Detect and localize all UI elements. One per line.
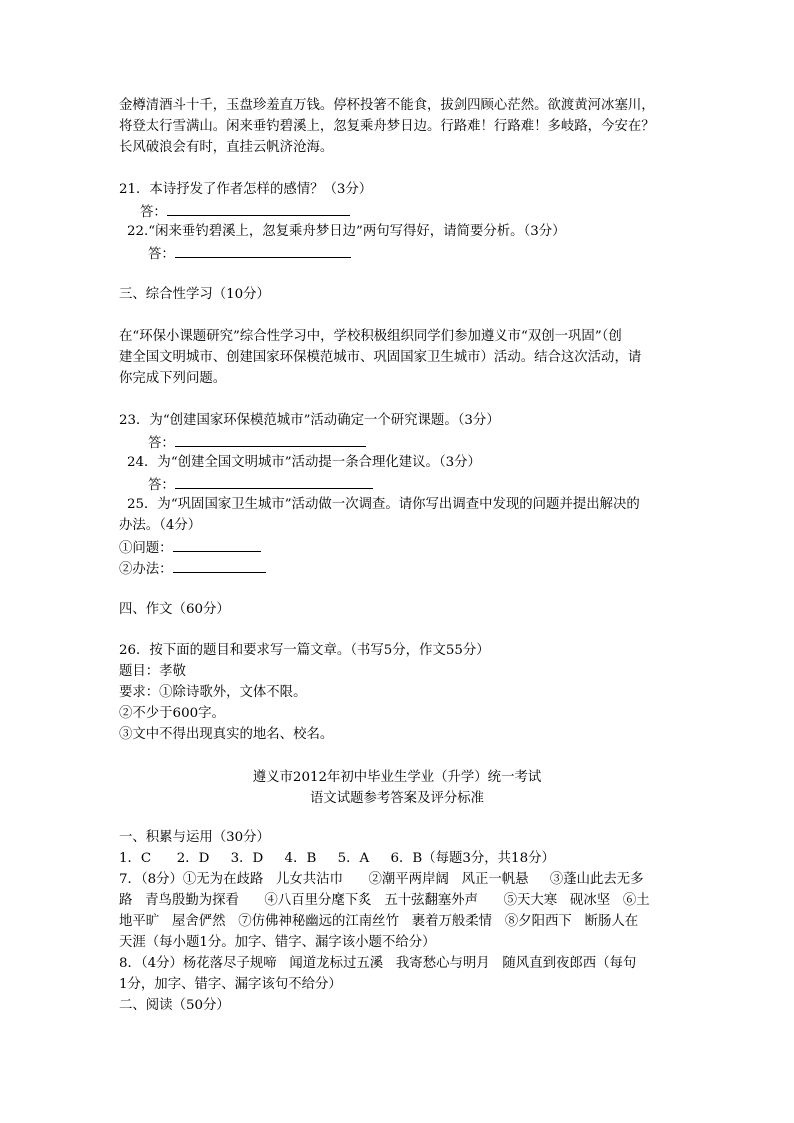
- section-3-heading: 三、综合性学习（10分）: [119, 287, 270, 302]
- essay-requirement-1: 要求：①除诗歌外，文体不限。: [119, 685, 307, 700]
- answer-22-blank[interactable]: [175, 242, 351, 258]
- answer-part-1-heading: 一、积累与运用（30分）: [119, 830, 270, 845]
- method-label: ②办法：: [119, 562, 173, 577]
- answer-line-4: 地平旷 屋舍俨然 ⑦仿佛神秘幽远的江南丝竹 裹着万般柔情 ⑧夕阳西下 断肠人在: [119, 914, 639, 929]
- answer-label: 答：: [148, 247, 175, 262]
- answer-23: [148, 431, 366, 454]
- question-21: 21．本诗抒发了作者怎样的感情？（3分）: [119, 182, 373, 197]
- answer-line-1: 1．C 2．D 3．D 4．B 5．A 6．B（每题3分，共18分）: [119, 851, 555, 866]
- answer-line-6: 8．（4分）杨花落尽子规啼 闻道龙标过五溪 我寄愁心与明月 随风直到夜郎西（每句: [119, 956, 637, 971]
- problem-blank[interactable]: [173, 536, 261, 552]
- answer-21: [140, 200, 350, 223]
- question-25-line-2: 办法。（4分）: [119, 518, 202, 533]
- answer-part-2-heading: 二、阅读（50分）: [119, 998, 230, 1013]
- answer-line-7: 1分，加字、错字、漏字该句不给分）: [119, 977, 342, 992]
- section-4-heading: 四、作文（60分）: [119, 602, 230, 617]
- poem-line-1: 金樽清酒斗十千，玉盘珍羞直万钱。停杯投箸不能食，拔剑四顾心茫然。欲渡黄河冰塞川，: [119, 98, 655, 113]
- poem-line-3: 长风破浪会有时，直挂云帆济沧海。: [119, 140, 334, 155]
- section-3-intro-2: 建全国文明城市、创建国家环保模范城市、巩固国家卫生城市）活动。结合这次活动，请: [119, 350, 642, 365]
- essay-title: 题目：孝敬: [119, 664, 186, 679]
- answer-25-problem: [119, 536, 261, 559]
- answer-21-blank[interactable]: [167, 200, 350, 216]
- essay-requirement-2: ②不少于600字。: [119, 706, 225, 721]
- answer-key-title: 遵义市2012年初中毕业生学业（升学）统一考试: [252, 770, 542, 785]
- question-23: 23．为“创建国家环保模范城市”活动确定一个研究课题。（3分）: [119, 413, 500, 428]
- answer-label: 答：: [148, 436, 175, 451]
- answer-24: [148, 473, 373, 496]
- answer-line-5: 天涯（每小题1分。加字、错字、漏字该小题不给分）: [119, 935, 436, 950]
- answer-24-blank[interactable]: [175, 473, 373, 489]
- poem-line-2: 将登太行雪满山。闲来垂钓碧溪上，忽复乘舟梦日边。行路难！行路难！多岐路，今安在？: [119, 119, 655, 134]
- answer-25-method: [119, 557, 266, 580]
- problem-label: ①问题：: [119, 541, 173, 556]
- essay-requirement-3: ③文中不得出现真实的地名、校名。: [119, 727, 334, 742]
- answer-label: 答：: [148, 478, 175, 493]
- answer-key-subtitle: 语文试题参考答案及评分标准: [309, 791, 485, 806]
- question-25-line-1: 25．为“巩固国家卫生城市”活动做一次调查。请你写出调查中发现的问题并提出解决的: [127, 497, 640, 512]
- question-22: 22.“闲来垂钓碧溪上，忽复乘舟梦日边”两句写得好，请简要分析。（3分）: [127, 224, 566, 239]
- answer-line-3: 路 青鸟殷勤为探看 ④八百里分麾下炙 五十弦翻塞外声 ⑤天大寒 砚冰坚 ⑥土: [119, 893, 650, 908]
- answer-line-2: 7．（8分）①无为在歧路 儿女共沾巾 ②潮平两岸阔 风正一帆悬 ③蓬山此去无多: [119, 872, 644, 887]
- section-3-intro-3: 你完成下列问题。: [119, 371, 227, 386]
- section-3-intro-1: 在“环保小课题研究”综合性学习中，学校积极组织同学们参加遵义市“双创一巩固”（创: [119, 329, 622, 344]
- answer-23-blank[interactable]: [175, 431, 366, 447]
- method-blank[interactable]: [173, 557, 266, 573]
- answer-label: 答：: [140, 205, 167, 220]
- question-24: 24．为“创建全国文明城市”活动提一条合理化建议。（3分）: [127, 455, 481, 470]
- answer-22: [148, 242, 351, 265]
- question-26: 26．按下面的题目和要求写一篇文章。（书写5分，作文55分）: [119, 643, 490, 658]
